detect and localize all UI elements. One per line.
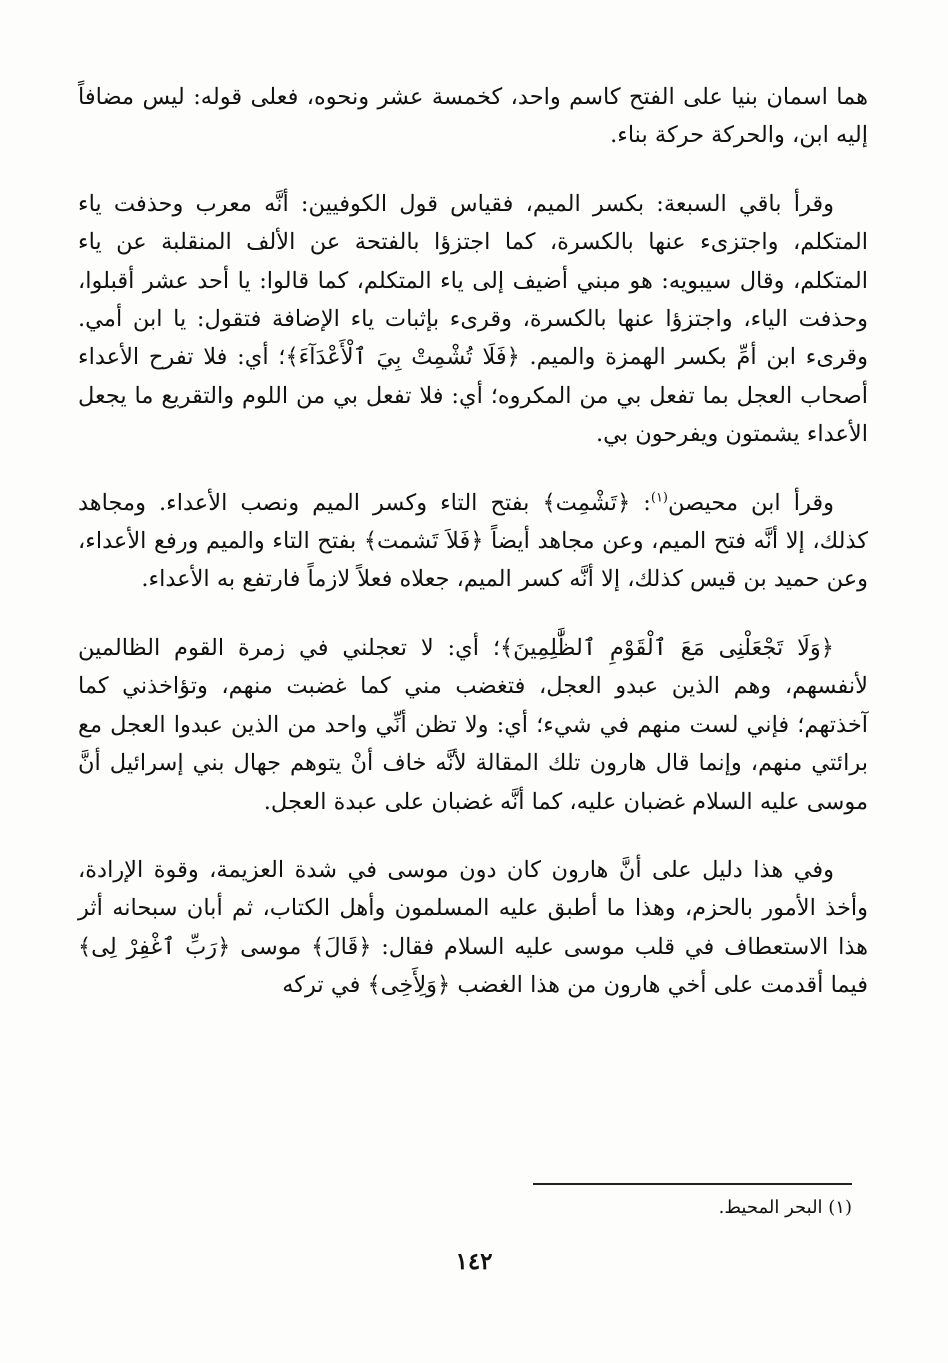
paragraph-5: وفي هذا دليل على أنَّ هارون كان دون موسى في شدة العزيمة، وقوة الإرادة، وأخذ الأمور بالحزم، وهذا ما أطبق عليه المسلمون وأهل الكتاب، ثم أبان سبحانه أثر هذا الاستعطاف في قلب موسى عليه السلام فقال: ﴿قَالَ﴾ موسى ﴿رَبِّ ٱغْفِرْ لِى﴾ فيما أقدمت على أخي هارون من هذا الغضب ﴿وَلِأَخِى﴾ في تركه bbox=[78, 856, 868, 999]
paragraph-1: هما اسمان بنيا على الفتح كاسم واحد، كخمسة عشر ونحوه، فعلى قوله: ليس مضافاً إليه ابن، والحركة حركة بناء. bbox=[78, 84, 868, 149]
paragraph-3-first-line: : ﴿تَشْمِت﴾ بفتح التاء وكسر الميم ونصب الأعداء. bbox=[159, 489, 651, 516]
paragraph-4: ﴿وَلَا تَجْعَلْنِى مَعَ ٱلْقَوْمِ ٱلظَّٰلِمِينَ﴾؛ أي: لا تعجلني في زمرة القوم الظالمين لأنفسهم، وهم الذين عبدو العجل، فتغضب مني كما غضبت منهم، وتؤاخذني كما آخذتهم؛ فإني لست منهم في شيء؛ أي: ولا تظن أنِّي واحد من الذين عبدوا العجل مع برائتي منهم، وإنما قال هارون تلك المقالة لأنَّه خاف أنْ يتوهم جهال بني إسرائيل أنَّ موسى عليه السلام غضبان عليه، كما أنَّه غضبان على عبدة العجل. bbox=[78, 634, 868, 815]
footnote-separator bbox=[533, 1183, 852, 1185]
page-body bbox=[78, 78, 868, 1005]
page-number: ١٤٢ bbox=[455, 1248, 493, 1275]
paragraph-gap bbox=[78, 821, 868, 851]
paragraph-gap bbox=[78, 454, 868, 484]
footnote: (١) البحر المحيط. bbox=[718, 1197, 852, 1218]
paragraph-2: وقرأ باقي السبعة: بكسر الميم، فقياس قول الكوفيين: أنَّه معرب وحذفت ياء المتكلم، واجتزىء عنها بالكسرة، كما اجتزؤا بالفتحة عن الألف المنقلبة عن ياء المتكلم، وقال سيبويه: هو مبني أضيف إلى ياء المتكلم، كما قالوا: يا أحد عشر أقبلوا، وحذفت الياء، واجتزؤا عنها بالكسرة، وقرىء بإثبات ياء الإضافة فتقول: يا ابن أمي. وقرىء ابن أمِّ بكسر الهمزة والميم. ﴿فَلَا تُشْمِتْ بِيَ ٱلْأَعْدَآءَ﴾؛ أي: فلا تفرح الأعداء أصحاب العجل بما تفعل بي من المكروه؛ أي: فلا تفعل بي من اللوم والتقريع ما يجعل الأعداء يشمتون ويفرحون بي. bbox=[78, 190, 868, 448]
paragraph-gap bbox=[78, 599, 868, 629]
paragraph-3-continuation: ومجاهد كذلك، إلا أنَّه فتح الميم، وعن مجاهد أيضاً ﴿فَلاَ تَشمت﴾ بفتح التاء والميم ورفع الأعداء، وعن حميد بن قيس كذلك، إلا أنَّه كسر الميم، جعلاه فعلاً لازماً فارتفع به الأعداء. bbox=[78, 489, 868, 593]
paragraph-gap bbox=[78, 155, 868, 185]
paragraph-3-lead: وقرأ ابن محيصن bbox=[668, 489, 834, 516]
footnote-reference: (١) bbox=[650, 490, 668, 506]
paragraph-3 bbox=[78, 484, 868, 599]
